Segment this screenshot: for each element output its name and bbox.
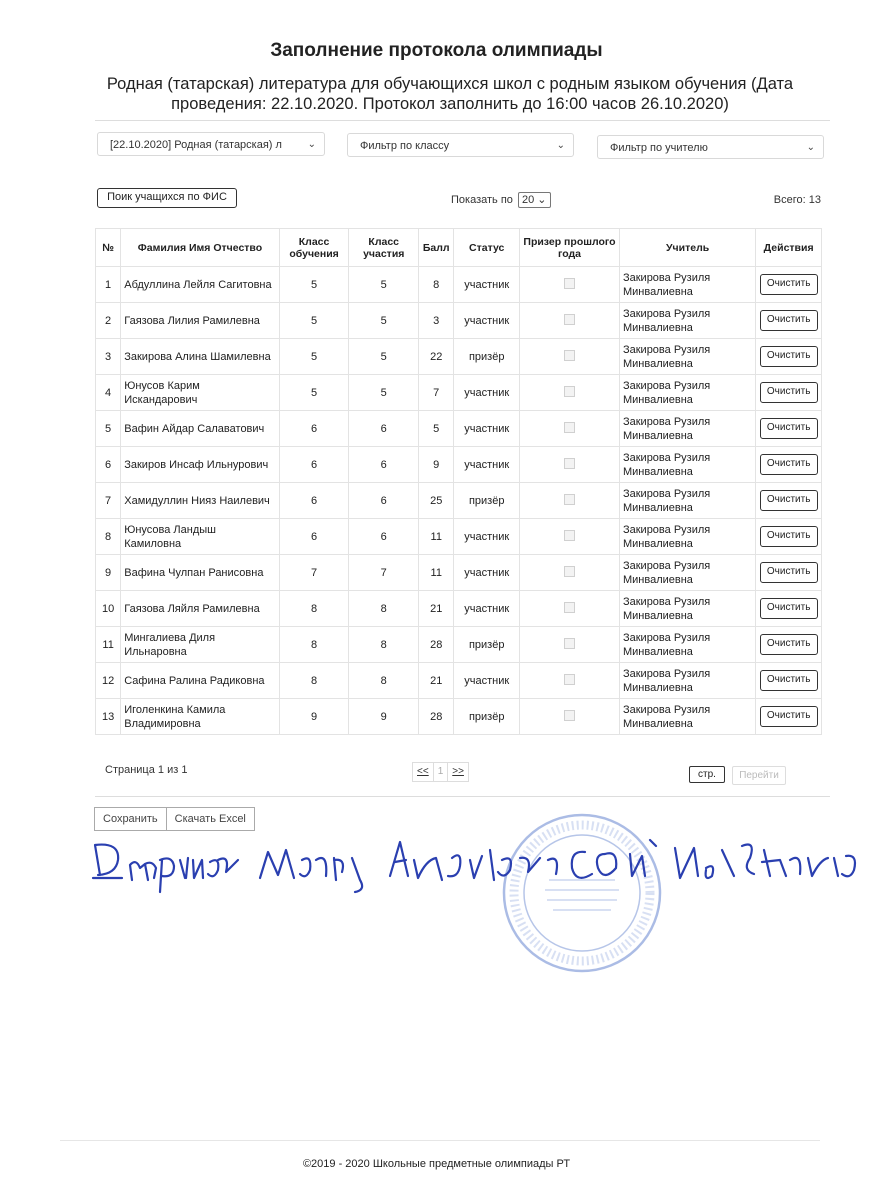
- class-participation: 6: [349, 483, 419, 519]
- clear-button[interactable]: Очистить: [760, 634, 818, 655]
- teacher-name: Закирова Рузиля Минвалиевна: [619, 375, 755, 411]
- page-info: Страница 1 из 1: [105, 764, 188, 776]
- prev-winner-cell: [520, 375, 620, 411]
- score: 3: [419, 303, 454, 339]
- teacher-filter-value: Фильтр по учителю: [610, 142, 708, 154]
- table-row: [96, 447, 822, 483]
- class-participation: 9: [349, 699, 419, 735]
- bottom-actions: [94, 807, 255, 831]
- pagination: [412, 762, 468, 782]
- class-study: 8: [279, 627, 349, 663]
- clear-button[interactable]: Очистить: [760, 418, 818, 439]
- participant-name: Иголенкина Камила Владимировна: [121, 699, 280, 735]
- olympiad-select-value: [22.10.2020] Родная (татарская) л: [110, 139, 282, 151]
- participant-name: Закирова Алина Шамилевна: [121, 339, 280, 375]
- mid-divider: [95, 796, 830, 797]
- participant-name: Вафин Айдар Салаватович: [121, 411, 280, 447]
- download-excel-button[interactable]: Скачать Excel: [167, 807, 255, 831]
- prev-winner-cell: [520, 555, 620, 591]
- status: участник: [454, 267, 520, 303]
- school-stamp: [497, 808, 667, 978]
- page-subtitle: Родная (татарская) литература для обучающихся школ с родным языком обучения (Дата проведения: 22.10.2020. Протокол заполнить до 16:00 часов 26.10.2020): [106, 75, 794, 113]
- class-study: 6: [279, 447, 349, 483]
- class-study: 5: [279, 303, 349, 339]
- class-study: 8: [279, 591, 349, 627]
- actions-cell: [756, 339, 822, 375]
- prev-winner-checkbox[interactable]: [564, 386, 575, 397]
- class-study: 5: [279, 339, 349, 375]
- row-number: 6: [96, 447, 121, 483]
- participant-name: Хамидуллин Нияз Наилевич: [121, 483, 280, 519]
- first-page-link[interactable]: <<: [412, 762, 434, 782]
- prev-winner-checkbox[interactable]: [564, 458, 575, 469]
- teacher-name: Закирова Рузиля Минвалиевна: [619, 267, 755, 303]
- prev-winner-cell: [520, 339, 620, 375]
- teacher-name: Закирова Рузиля Минвалиевна: [619, 663, 755, 699]
- teacher-name: Закирова Рузиля Минвалиевна: [619, 483, 755, 519]
- save-button[interactable]: Сохранить: [94, 807, 167, 831]
- footer-divider: [60, 1140, 820, 1141]
- chevron-down-icon: ⌄: [556, 140, 565, 151]
- score: 21: [419, 591, 454, 627]
- prev-winner-cell: [520, 591, 620, 627]
- show-per-page: [451, 192, 551, 208]
- score: 21: [419, 663, 454, 699]
- teacher-name: Закирова Рузиля Минвалиевна: [619, 699, 755, 735]
- footer-copyright: ©2019 - 2020 Школьные предметные олимпиады РТ: [302, 1158, 571, 1170]
- score: 11: [419, 555, 454, 591]
- clear-button[interactable]: Очистить: [760, 670, 818, 691]
- chevron-down-icon: ⌄: [806, 142, 815, 153]
- prev-winner-checkbox[interactable]: [564, 278, 575, 289]
- score: 5: [419, 411, 454, 447]
- teacher-name: Закирова Рузиля Минвалиевна: [619, 519, 755, 555]
- prev-winner-checkbox[interactable]: [564, 710, 575, 721]
- score: 28: [419, 699, 454, 735]
- row-number: 10: [96, 591, 121, 627]
- page-title: Заполнение протокола олимпиады: [270, 40, 603, 61]
- prev-winner-cell: [520, 303, 620, 339]
- participants-table: [95, 228, 822, 735]
- prev-winner-checkbox[interactable]: [564, 494, 575, 505]
- prev-winner-cell: [520, 519, 620, 555]
- table-row: [96, 411, 822, 447]
- fis-search-button[interactable]: Поик учащихся по ФИС: [97, 188, 237, 208]
- prev-winner-checkbox[interactable]: [564, 602, 575, 613]
- actions-cell: [756, 303, 822, 339]
- participant-name: Сафина Ралина Радиковна: [121, 663, 280, 699]
- status: участник: [454, 447, 520, 483]
- score: 8: [419, 267, 454, 303]
- status: призёр: [454, 699, 520, 735]
- teacher-name: Закирова Рузиля Минвалиевна: [619, 339, 755, 375]
- table-row: [96, 663, 822, 699]
- class-study: 8: [279, 663, 349, 699]
- prev-winner-cell: [520, 447, 620, 483]
- row-number: 7: [96, 483, 121, 519]
- table-row: [96, 555, 822, 591]
- actions-cell: [756, 267, 822, 303]
- class-filter-value: Фильтр по классу: [360, 140, 450, 152]
- class-participation: 5: [349, 303, 419, 339]
- status: участник: [454, 411, 520, 447]
- participant-name: Мингалиева Диля Ильнаровна: [121, 627, 280, 663]
- prev-winner-checkbox[interactable]: [564, 638, 575, 649]
- status: призёр: [454, 339, 520, 375]
- clear-button[interactable]: Очистить: [760, 706, 818, 727]
- teacher-name: Закирова Рузиля Минвалиевна: [619, 411, 755, 447]
- class-study: 5: [279, 267, 349, 303]
- prev-winner-checkbox[interactable]: [564, 350, 575, 361]
- prev-winner-cell: [520, 483, 620, 519]
- prev-winner-checkbox[interactable]: [564, 674, 575, 685]
- prev-winner-cell: [520, 411, 620, 447]
- row-number: 9: [96, 555, 121, 591]
- class-participation: 8: [349, 627, 419, 663]
- clear-button[interactable]: Очистить: [760, 310, 818, 331]
- class-study: 6: [279, 483, 349, 519]
- class-participation: 7: [349, 555, 419, 591]
- participant-name: Юнусова Ландыш Камиловна: [121, 519, 280, 555]
- score: 22: [419, 339, 454, 375]
- prev-winner-cell: [520, 627, 620, 663]
- last-page-link[interactable]: >>: [447, 762, 469, 782]
- status: участник: [454, 555, 520, 591]
- class-participation: 6: [349, 447, 419, 483]
- status: призёр: [454, 627, 520, 663]
- col-teacher: Учитель: [619, 229, 755, 267]
- prev-winner-cell: [520, 267, 620, 303]
- class-participation: 6: [349, 411, 419, 447]
- table-row: [96, 699, 822, 735]
- actions-cell: [756, 555, 822, 591]
- olympiad-select[interactable]: [97, 132, 325, 156]
- score: 25: [419, 483, 454, 519]
- table-row: [96, 339, 822, 375]
- prev-winner-checkbox[interactable]: [564, 314, 575, 325]
- participant-name: Абдуллина Лейля Сагитовна: [121, 267, 280, 303]
- actions-cell: [756, 627, 822, 663]
- col-score: Балл: [419, 229, 454, 267]
- actions-cell: [756, 519, 822, 555]
- score: 9: [419, 447, 454, 483]
- table-header-row: [96, 229, 822, 267]
- participant-name: Гаязова Ляйля Рамилевна: [121, 591, 280, 627]
- class-study: 7: [279, 555, 349, 591]
- prev-winner-checkbox[interactable]: [564, 566, 575, 577]
- status: призёр: [454, 483, 520, 519]
- class-participation: 5: [349, 375, 419, 411]
- actions-cell: [756, 447, 822, 483]
- class-study: 9: [279, 699, 349, 735]
- prev-winner-checkbox[interactable]: [564, 530, 575, 541]
- table-row: [96, 591, 822, 627]
- row-number: 13: [96, 699, 121, 735]
- top-divider: [95, 120, 830, 121]
- status: участник: [454, 663, 520, 699]
- participant-name: Юнусов Карим Искандарович: [121, 375, 280, 411]
- clear-button[interactable]: Очистить: [760, 454, 818, 475]
- actions-cell: [756, 663, 822, 699]
- actions-cell: [756, 375, 822, 411]
- class-participation: 5: [349, 339, 419, 375]
- clear-button[interactable]: Очистить: [760, 526, 818, 547]
- table-row: [96, 627, 822, 663]
- status: участник: [454, 519, 520, 555]
- clear-button[interactable]: Очистить: [760, 346, 818, 367]
- score: 11: [419, 519, 454, 555]
- row-number: 12: [96, 663, 121, 699]
- teacher-name: Закирова Рузиля Минвалиевна: [619, 447, 755, 483]
- teacher-name: Закирова Рузиля Минвалиевна: [619, 627, 755, 663]
- go-button[interactable]: Перейти: [732, 766, 786, 785]
- col-class-part: Класс участия: [349, 229, 419, 267]
- prev-winner-cell: [520, 699, 620, 735]
- score: 7: [419, 375, 454, 411]
- current-page[interactable]: 1: [433, 762, 449, 782]
- class-filter-select[interactable]: [347, 133, 574, 157]
- row-number: 1: [96, 267, 121, 303]
- row-number: 8: [96, 519, 121, 555]
- class-study: 6: [279, 411, 349, 447]
- status: участник: [454, 375, 520, 411]
- row-number: 2: [96, 303, 121, 339]
- table-row: [96, 519, 822, 555]
- table-row: [96, 375, 822, 411]
- status: участник: [454, 591, 520, 627]
- teacher-name: Закирова Рузиля Минвалиевна: [619, 591, 755, 627]
- row-number: 3: [96, 339, 121, 375]
- actions-cell: [756, 699, 822, 735]
- clear-button[interactable]: Очистить: [760, 382, 818, 403]
- clear-button[interactable]: Очистить: [760, 490, 818, 511]
- prev-winner-cell: [520, 663, 620, 699]
- row-number: 11: [96, 627, 121, 663]
- total-count: Всего: 13: [773, 194, 821, 206]
- teacher-name: Закирова Рузиля Минвалиевна: [619, 555, 755, 591]
- class-participation: 5: [349, 267, 419, 303]
- row-number: 5: [96, 411, 121, 447]
- participant-name: Вафина Чулпан Ранисовна: [121, 555, 280, 591]
- class-participation: 6: [349, 519, 419, 555]
- prev-winner-checkbox[interactable]: [564, 422, 575, 433]
- col-prev-winner: Призер прошлого года: [520, 229, 620, 267]
- table-row: [96, 483, 822, 519]
- page-size-select[interactable]: 20 ⌄: [518, 192, 551, 208]
- table-row: [96, 267, 822, 303]
- actions-cell: [756, 411, 822, 447]
- page-size-value: 20: [521, 194, 535, 206]
- class-study: 5: [279, 375, 349, 411]
- actions-cell: [756, 591, 822, 627]
- col-class-study: Класс обучения: [279, 229, 349, 267]
- teacher-filter-select[interactable]: [597, 135, 824, 159]
- status: участник: [454, 303, 520, 339]
- col-num: №: [96, 229, 121, 267]
- col-name: Фамилия Имя Отчество: [121, 229, 280, 267]
- participant-name: Гаязова Лилия Рамилевна: [121, 303, 280, 339]
- score: 28: [419, 627, 454, 663]
- class-study: 6: [279, 519, 349, 555]
- col-actions: Действия: [756, 229, 822, 267]
- clear-button[interactable]: Очистить: [760, 274, 818, 295]
- table-row: [96, 303, 822, 339]
- row-number: 4: [96, 375, 121, 411]
- director-signature: [90, 830, 870, 900]
- clear-button[interactable]: Очистить: [760, 598, 818, 619]
- chevron-down-icon: ⌄: [307, 139, 316, 150]
- page-number-input[interactable]: стр.: [689, 766, 725, 783]
- show-per-label: Показать по: [451, 194, 513, 206]
- class-participation: 8: [349, 663, 419, 699]
- clear-button[interactable]: Очистить: [760, 562, 818, 583]
- actions-cell: [756, 483, 822, 519]
- col-status: Статус: [454, 229, 520, 267]
- participant-name: Закиров Инсаф Ильнурович: [121, 447, 280, 483]
- class-participation: 8: [349, 591, 419, 627]
- teacher-name: Закирова Рузиля Минвалиевна: [619, 303, 755, 339]
